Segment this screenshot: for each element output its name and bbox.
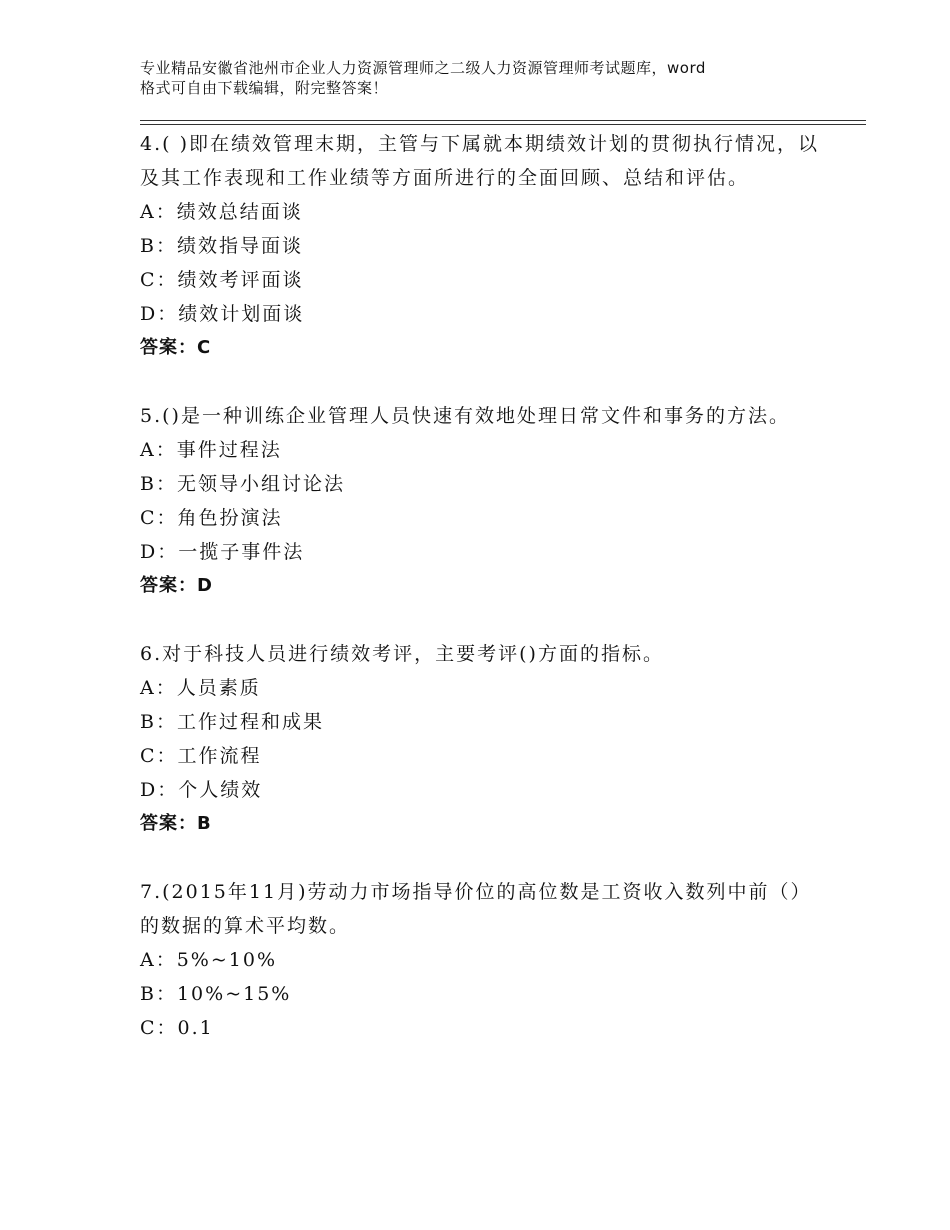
option-b: B：10%~15% (140, 983, 292, 1005)
option-d: D：绩效计划面谈 (140, 303, 305, 325)
question-stem: 4.( )即在绩效管理末期，主管与下属就本期绩效计划的贯彻执行情况，以及其工作表现和工作业绩等方面所进行的全面回顾、总结和评估。 (140, 133, 819, 189)
option-c: C：工作流程 (140, 745, 262, 767)
question-4 (140, 127, 820, 365)
option-a: A：5%~10% (140, 949, 278, 971)
question-stem: 7.(2015年11月)劳动力市场指导价位的高位数是工资收入数列中前（）的数据的算术平均数。 (140, 881, 812, 937)
answer-line: 答案：D (140, 575, 213, 596)
option-b: B：无领导小组讨论法 (140, 473, 345, 495)
option-c: C：0.1 (140, 1017, 214, 1039)
question-stem: 6.对于科技人员进行绩效考评，主要考评()方面的指标。 (140, 643, 664, 665)
header-title-line-1: 专业精品安徽省池州市企业人力资源管理师之二级人力资源管理师考试题库，word (140, 59, 706, 77)
document-header (140, 58, 840, 98)
option-b: B：绩效指导面谈 (140, 235, 303, 257)
option-b: B：工作过程和成果 (140, 711, 324, 733)
question-list (140, 127, 820, 1079)
option-c: C：绩效考评面谈 (140, 269, 304, 291)
option-a: A：事件过程法 (140, 439, 282, 461)
header-title-line-2: 格式可自由下载编辑，附完整答案！ (140, 79, 389, 97)
option-c: C：角色扮演法 (140, 507, 283, 529)
answer-line: 答案：B (140, 813, 212, 834)
option-d: D：一揽子事件法 (140, 541, 305, 563)
option-a: A：绩效总结面谈 (140, 201, 303, 223)
answer-line: 答案：C (140, 337, 212, 358)
question-6 (140, 637, 820, 841)
header-divider-top (140, 120, 866, 121)
question-7 (140, 875, 820, 1045)
header-divider-bottom (140, 124, 866, 125)
option-d: D：个人绩效 (140, 779, 263, 801)
question-stem: 5.()是一种训练企业管理人员快速有效地处理日常文件和事务的方法。 (140, 405, 790, 427)
option-a: A：人员素质 (140, 677, 261, 699)
question-5 (140, 399, 820, 603)
